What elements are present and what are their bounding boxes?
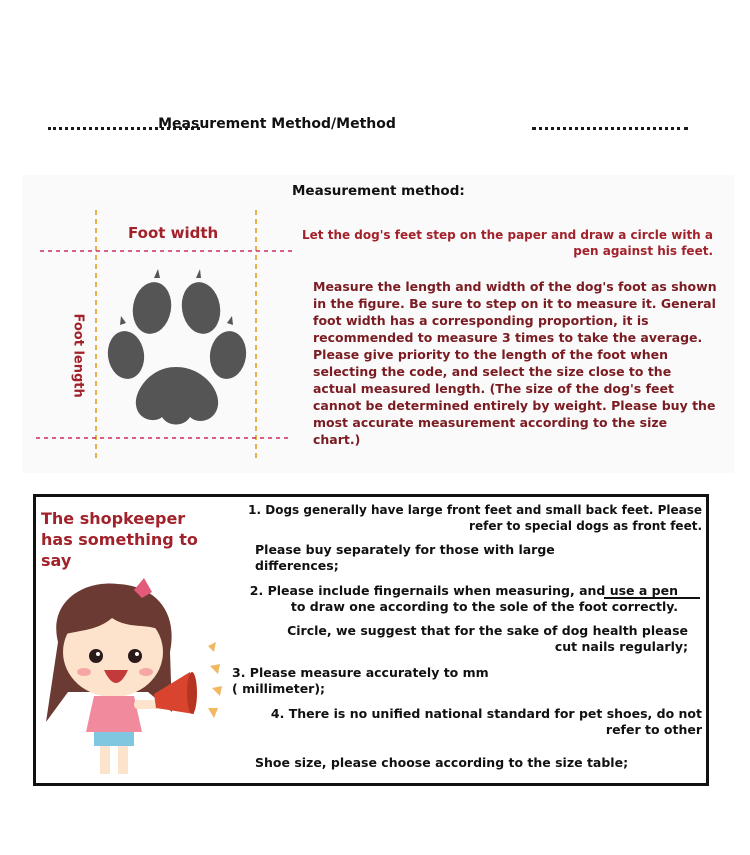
page-title: Measurement Method/Method — [158, 116, 396, 132]
method-title: Measurement method: — [292, 183, 465, 199]
measure-details: Measure the length and width of the dog's foot as shown in the figure. Be sure to step on it to measure it. General foot width has a corresponding proportion, it is recommended to measure 3 times to take the average. Please give priority to the length of the foot when selecting the code, and select the size close to the actual measured length. (The size of the dog's feet cannot be determined entirely by weight. Please buy the most accurate measurement according to the size chart.) — [313, 279, 717, 447]
notice-line-3: 2. Please include fingernails when measuring, and use a pen to draw one according to the sole of the foot correctly. — [249, 583, 678, 614]
notice-line-1: 1. Dogs generally have large front feet and small back feet. Please refer to special dogs as front feet. — [248, 503, 702, 533]
shopkeeper-title: The shopkeeper has something to say — [41, 509, 198, 570]
dotted-divider-right — [532, 127, 688, 130]
notice-line-2: Please buy separately for those with large differences; — [255, 542, 555, 573]
underline-mark — [604, 597, 700, 599]
notice-line-4: Circle, we suggest that for the sake of dog health please cut nails regularly; — [287, 623, 688, 654]
measure-instruction: Let the dog's feet step on the paper and draw a circle with a pen against his feet. — [302, 228, 713, 258]
notice-line-6: 4. There is no unified national standard for pet shoes, do not refer to other — [270, 706, 702, 737]
foot-width-label: Foot width — [128, 224, 219, 242]
foot-length-label: Foot length — [70, 313, 86, 398]
paw-print-icon — [105, 269, 249, 425]
girl-with-megaphone-illustration — [38, 572, 230, 778]
notice-line-7: Shoe size, please choose according to the size table; — [255, 755, 629, 770]
notice-line-5: 3. Please measure accurately to mm ( millimeter); — [232, 665, 489, 696]
